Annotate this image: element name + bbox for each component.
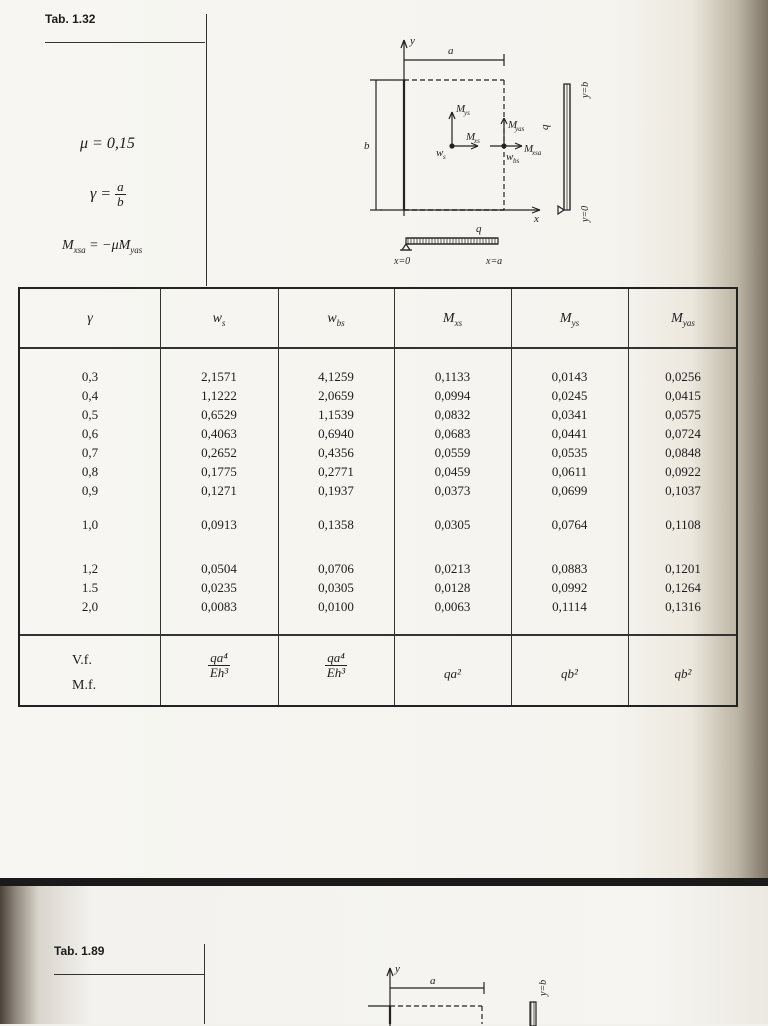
header-wbs: $w_{bs}$: [327, 311, 345, 328]
table-cell-wbs: 0,1937: [318, 483, 354, 498]
gamma-cell: 1,0: [81, 517, 99, 532]
header-myas: $M_{yas}$: [671, 311, 695, 328]
table-cell-myas: 0,0724: [665, 426, 701, 441]
header-ws: $w_s$: [212, 311, 226, 328]
svg-text:x: x: [534, 213, 539, 225]
mxs-unit: qa²: [444, 666, 461, 681]
table-cell-mys: 0,0535: [551, 445, 588, 460]
table-cell-ws: 0,0083: [201, 599, 237, 614]
table-cell-mys: 0,0764: [551, 517, 588, 532]
gamma-cell: 0,4: [81, 388, 99, 403]
table-cell-myas: 0,0575: [665, 407, 701, 422]
table-cell-ws: 0,6529: [201, 407, 237, 422]
svg-text:x=0: x=0: [394, 256, 411, 267]
wbs-unit: $\frac{\text{qa⁴}}{\text{Eh³}}$: [326, 650, 346, 681]
svg-text:M: M: [524, 143, 534, 155]
table-cell-mys: 0,0245: [551, 388, 588, 403]
svg-text:y=0: y=0: [580, 205, 591, 222]
svg-text:a: a: [430, 975, 436, 987]
header-gamma: γ: [87, 311, 93, 326]
page-tab-1-89: [0, 886, 768, 1024]
svg-text:s: s: [443, 153, 446, 161]
svg-text:ys: ys: [464, 109, 470, 117]
gamma-formula: γ = $\frac{a}{b}$: [90, 179, 124, 210]
table-cell-myas: 0,1108: [665, 517, 701, 532]
gamma-cell: 0,8: [81, 464, 99, 479]
table-cell-wbs: 0,6940: [318, 426, 354, 441]
svg-text:y=b: y=b: [538, 979, 549, 996]
table-cell-mxs: 0,0305: [434, 517, 471, 532]
svg-text:y: y: [410, 35, 415, 47]
header-divider: [204, 944, 205, 1024]
mu-formula: μ = 0,15: [80, 135, 135, 152]
vf-label: V.f.: [72, 653, 92, 668]
table-cell-myas: 0,0922: [665, 464, 701, 479]
table-cell-mxs: 0,0373: [434, 483, 471, 498]
table-cell-mys: 0,0341: [551, 407, 588, 422]
table-cell-wbs: 0,2771: [318, 464, 354, 479]
page-gap: [0, 878, 768, 886]
table-cell-ws: 1,1222: [201, 388, 237, 403]
svg-text:q: q: [539, 124, 551, 130]
table-cell-ws: 0,0913: [201, 517, 237, 532]
table-cell-mys: 0,0143: [551, 369, 588, 384]
table-cell-mxs: 0,0128: [434, 580, 471, 595]
ws-unit: $\frac{\text{qa⁴}}{\text{Eh³}}$: [209, 650, 229, 681]
table-cell-mxs: 0,1133: [434, 369, 471, 384]
mf-label: M.f.: [72, 678, 97, 693]
svg-text:q: q: [476, 223, 482, 235]
header-mys: $M_{ys}$: [559, 311, 580, 328]
table-cell-mys: 0,0441: [551, 426, 588, 441]
coefficient-table: [18, 287, 738, 707]
table-cell-ws: 0,1271: [201, 483, 237, 498]
table-cell-myas: 0,0848: [665, 445, 701, 460]
plate-diagram-2: [350, 886, 570, 1026]
svg-text:M: M: [466, 131, 476, 143]
header-divider: [206, 14, 207, 286]
table-cell-ws: 0,4063: [201, 426, 237, 441]
table-cell-mys: 0,0883: [551, 561, 588, 576]
gamma-cell: 0,3: [81, 369, 99, 384]
svg-text:xsa: xsa: [532, 149, 542, 157]
table-cell-wbs: 1,1539: [318, 407, 354, 422]
svg-text:xs: xs: [474, 137, 480, 145]
svg-text:y=b: y=b: [580, 81, 591, 98]
myas-unit: qb²: [674, 666, 692, 681]
svg-text:M: M: [456, 103, 466, 115]
svg-text:x=a: x=a: [486, 256, 503, 267]
table-cell-mxs: 0,0459: [434, 464, 471, 479]
table-cell-mxs: 0,0063: [434, 599, 471, 614]
table-cell-wbs: 0,4356: [318, 445, 354, 460]
table-cell-myas: 0,0415: [665, 388, 701, 403]
gamma-cell: 1,2: [81, 561, 99, 576]
table-cell-wbs: 4,1259: [318, 369, 354, 384]
table-cell-wbs: 0,1358: [318, 517, 354, 532]
table-cell-wbs: 2,0659: [318, 388, 354, 403]
header-rule: [45, 42, 205, 43]
mys-unit: qb²: [561, 666, 578, 681]
table-cell-mys: 0,1114: [552, 599, 587, 614]
table-cell-myas: 0,1201: [665, 561, 701, 576]
svg-text:bs: bs: [513, 157, 520, 165]
header-mxs: $M_{xs}$: [442, 311, 463, 328]
svg-text:y: y: [395, 963, 400, 975]
table-cell-wbs: 0,0305: [318, 580, 354, 595]
table-cell-mys: 0,0699: [551, 483, 588, 498]
table-cell-ws: 2,1571: [201, 369, 237, 384]
plate-diagram: [230, 14, 590, 284]
table-cell-mxs: 0,0559: [434, 445, 471, 460]
tab-label: Tab. 1.32: [45, 12, 96, 26]
table-cell-mxs: 0,0683: [434, 426, 471, 441]
table-cell-mxs: 0,0832: [434, 407, 471, 422]
table-cell-myas: 0,1037: [665, 483, 701, 498]
table-cell-wbs: 0,0100: [318, 599, 354, 614]
table-cell-ws: 0,0235: [201, 580, 237, 595]
mxsa-formula: $M_{xsa} = -\mu M_{yas}$: [62, 238, 143, 255]
gamma-cell: 0,5: [81, 407, 99, 422]
gamma-cell: 0,9: [81, 483, 99, 498]
gamma-cell: 2,0: [81, 599, 99, 614]
table-cell-myas: 0,1264: [665, 580, 701, 595]
table-cell-ws: 0,0504: [201, 561, 237, 576]
svg-text:M: M: [508, 119, 518, 131]
svg-text:a: a: [448, 45, 454, 57]
table-cell-wbs: 0,0706: [318, 561, 354, 576]
gamma-cell: 0,6: [81, 426, 99, 441]
svg-text:w: w: [436, 147, 444, 159]
header-rule: [54, 974, 204, 975]
table-cell-mys: 0,0611: [551, 464, 588, 479]
table-cell-mxs: 0,0213: [434, 561, 471, 576]
gamma-cell: 1.5: [81, 580, 99, 595]
table-cell-myas: 0,0256: [665, 369, 701, 384]
table-cell-ws: 0,1775: [201, 464, 237, 479]
tab-label: Tab. 1.89: [54, 944, 105, 958]
svg-text:w: w: [506, 151, 514, 163]
svg-text:yas: yas: [515, 125, 525, 133]
table-cell-mys: 0,0992: [551, 580, 588, 595]
table-cell-mxs: 0,0994: [434, 388, 471, 403]
gamma-cell: 0,7: [81, 445, 99, 460]
table-cell-ws: 0,2652: [201, 445, 237, 460]
table-cell-myas: 0,1316: [665, 599, 701, 614]
svg-text:b: b: [364, 140, 370, 152]
